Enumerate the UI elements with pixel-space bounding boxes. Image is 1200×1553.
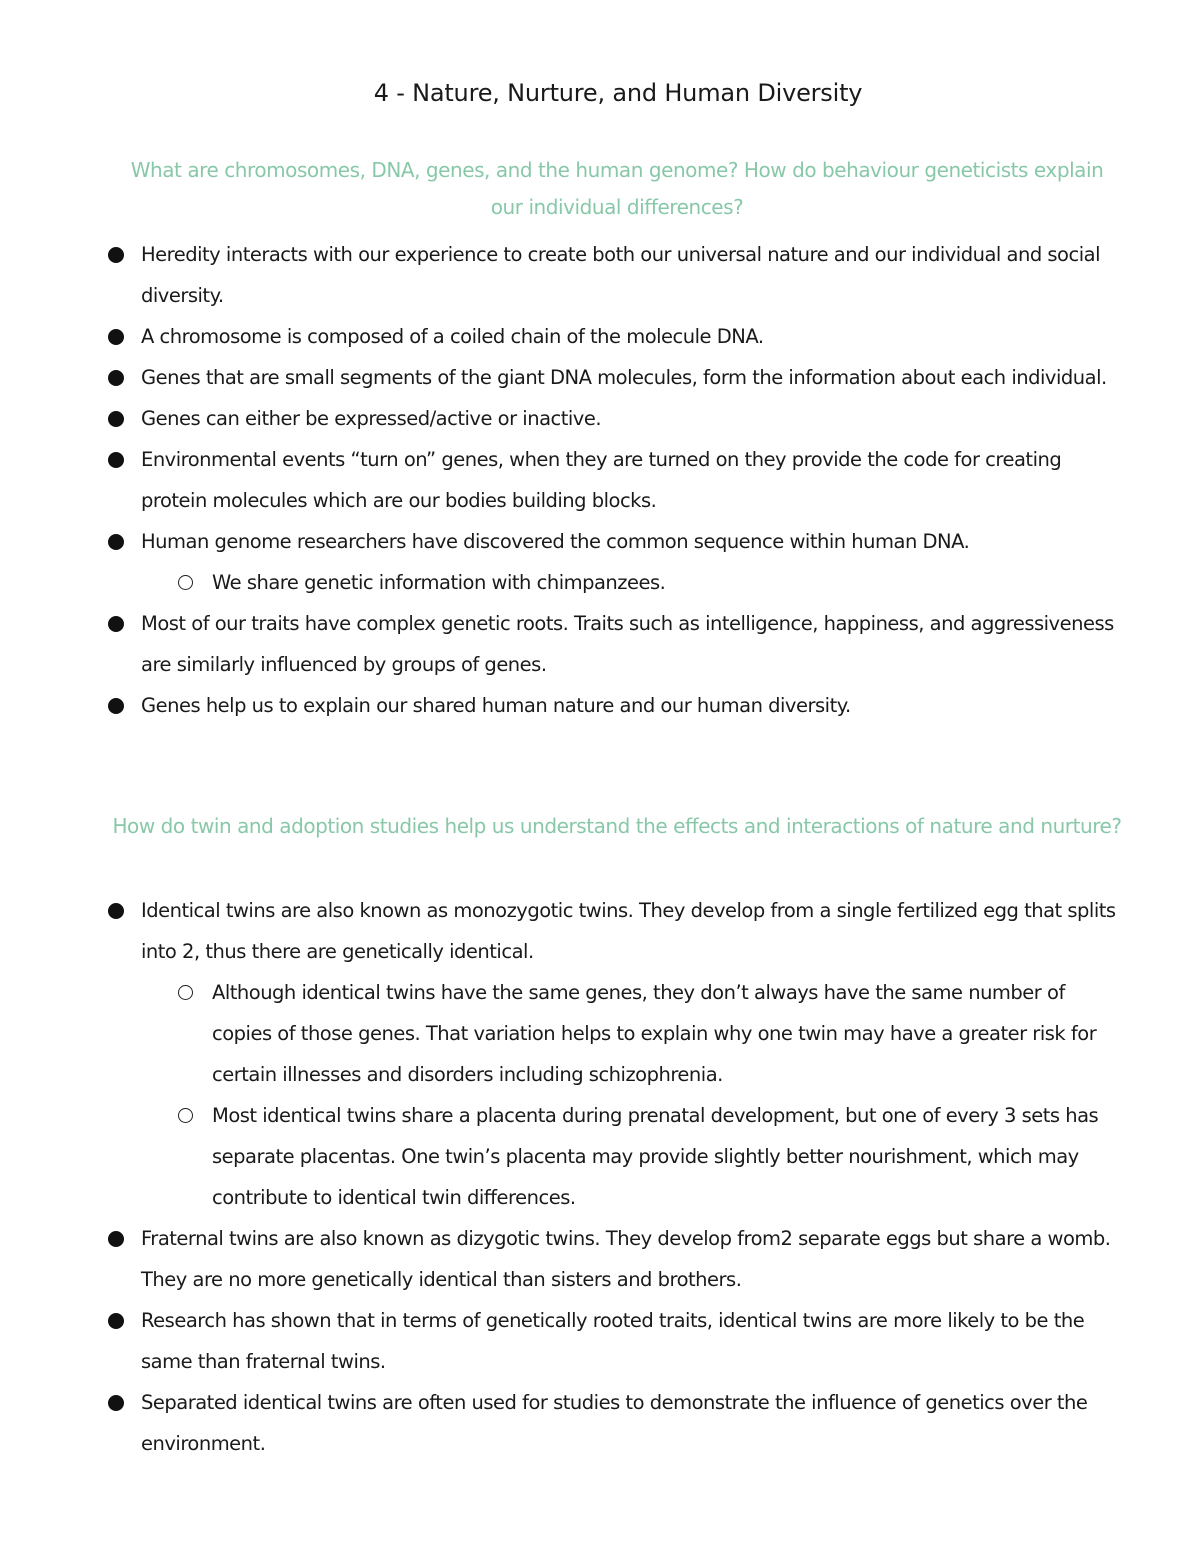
list-item-text: Research has shown that in terms of genetically rooted traits, identical twins are more likely to be the same than fraternal twins. <box>141 1309 1085 1373</box>
list-item-text: Most of our traits have complex genetic roots. Traits such as intelligence, happiness, and aggressiveness are similarly influenced by groups of genes. <box>141 612 1114 676</box>
list-item-text: Fraternal twins are also known as dizygotic twins. They develop from2 separate eggs but share a womb. They are no more genetically identical than sisters and brothers. <box>141 1227 1111 1291</box>
list-item-text: We share genetic information with chimpanzees. <box>212 571 666 594</box>
bullet-icon <box>108 1313 124 1329</box>
bullet-icon <box>108 247 124 263</box>
bullet-icon <box>108 329 124 345</box>
bullet-icon <box>108 1231 124 1247</box>
list-item <box>0 521 1200 562</box>
bullet-icon <box>108 452 124 468</box>
hollow-bullet-icon <box>178 985 193 1000</box>
list-item-text: Genes can either be expressed/active or inactive. <box>141 407 602 430</box>
list-item-text: Heredity interacts with our experience to create both our universal nature and our individual and social diversity. <box>141 243 1100 307</box>
hollow-bullet-icon <box>178 575 193 590</box>
bullet-list <box>0 890 1200 1464</box>
bullet-icon <box>108 903 124 919</box>
bullet-icon <box>108 616 124 632</box>
sub-list-item <box>0 972 1200 1095</box>
list-item <box>0 439 1200 521</box>
bullet-list <box>0 234 1200 726</box>
list-item <box>0 890 1200 972</box>
list-item-text: Separated identical twins are often used for studies to demonstrate the influence of genetics over the environment. <box>141 1391 1088 1455</box>
list-item <box>0 398 1200 439</box>
bullet-icon <box>108 534 124 550</box>
list-item-text: Genes that are small segments of the giant DNA molecules, form the information about each individual. <box>141 366 1107 389</box>
sub-list-item <box>0 562 1200 603</box>
bullet-icon <box>108 411 124 427</box>
list-item <box>0 1218 1200 1300</box>
list-item-text: Genes help us to explain our shared human nature and our human diversity. <box>141 694 851 717</box>
list-item-text: Although identical twins have the same genes, they don’t always have the same number of copies of those genes. That variation helps to explain why one twin may have a greater risk for certain illnesses and disorders including schizophrenia. <box>212 981 1097 1086</box>
list-item-text: Environmental events “turn on” genes, when they are turned on they provide the code for creating protein molecules which are our bodies building blocks. <box>141 448 1062 512</box>
hollow-bullet-icon <box>178 1108 193 1123</box>
list-item <box>0 234 1200 316</box>
list-item <box>0 1300 1200 1382</box>
list-item-text: A chromosome is composed of a coiled chain of the molecule DNA. <box>141 325 764 348</box>
list-item-text: Human genome researchers have discovered the common sequence within human DNA. <box>141 530 970 553</box>
list-item <box>0 357 1200 398</box>
list-item <box>0 1382 1200 1464</box>
list-item-text: Identical twins are also known as monozygotic twins. They develop from a single fertilized egg that splits into 2, thus there are genetically identical. <box>141 899 1116 963</box>
bullet-icon <box>108 1395 124 1411</box>
list-item <box>0 316 1200 357</box>
list-item-text: Most identical twins share a placenta during prenatal development, but one of every 3 sets has separate placentas. One twin’s placenta may provide slightly better nourishment, which may contribute to identical twin differences. <box>212 1104 1099 1209</box>
sub-list-item <box>0 1095 1200 1218</box>
section-heading: What are chromosomes, DNA, genes, and the human genome? How do behaviour geneticists explain our individual differences? <box>130 158 1104 219</box>
list-item <box>0 685 1200 726</box>
list-item <box>0 603 1200 685</box>
bullet-icon <box>108 698 124 714</box>
section-heading: How do twin and adoption studies help us understand the effects and interactions of nature and nurture? <box>112 814 1122 838</box>
page-title: 4 - Nature, Nurture, and Human Diversity <box>373 79 863 107</box>
bullet-icon <box>108 370 124 386</box>
